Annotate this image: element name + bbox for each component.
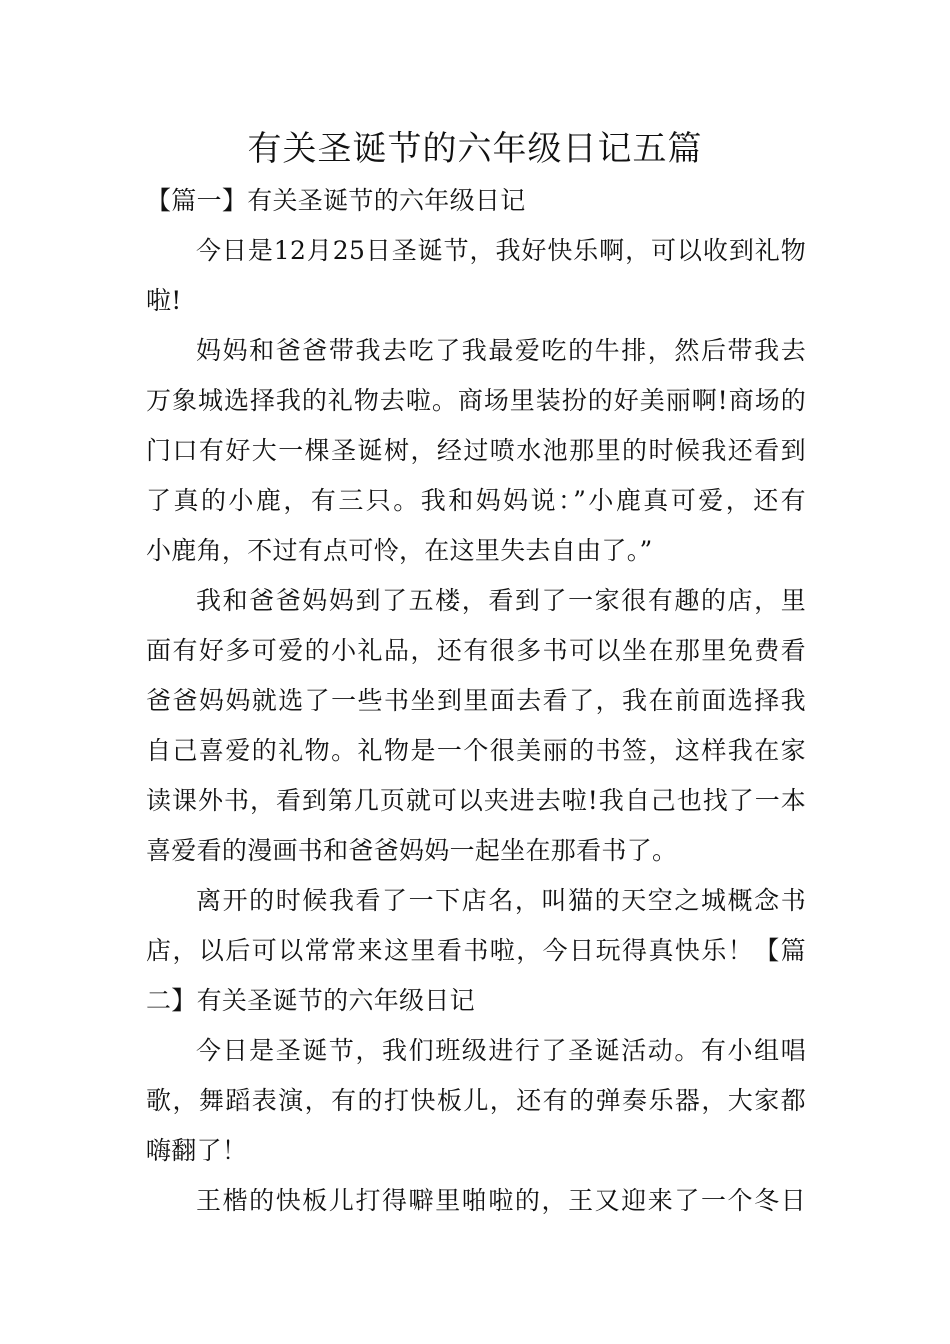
paragraph-line: 今日是12月25日圣诞节，我好快乐啊，可以收到礼物	[196, 236, 806, 265]
paragraph-line: 嗨翻了！	[146, 1136, 248, 1165]
document-title: 有关圣诞节的六年级日记五篇	[247, 129, 703, 169]
section-heading-1: 【篇一】有关圣诞节的六年级日记	[146, 186, 526, 215]
paragraph-line: 今日是圣诞节，我们班级进行了圣诞活动。有小组唱	[196, 1036, 806, 1065]
paragraph-line: 店，以后可以常常来这里看书啦，今日玩得真快乐！【篇	[146, 936, 806, 965]
paragraph-line: 面有好多可爱的小礼品，还有很多书可以坐在那里免费看	[146, 636, 806, 665]
paragraph-line: 王楷的快板儿打得噼里啪啦的，王又迎来了一个冬日	[196, 1186, 806, 1215]
paragraph-line: 爸爸妈妈就选了一些书坐到里面去看了，我在前面选择我	[146, 686, 806, 715]
paragraph-line: 我和爸爸妈妈到了五楼，看到了一家很有趣的店，里	[196, 586, 806, 615]
paragraph-line: 万象城选择我的礼物去啦。商场里装扮的好美丽啊!商场的	[146, 386, 806, 415]
paragraph-line: 歌，舞蹈表演，有的打快板儿，还有的弹奏乐器，大家都	[146, 1086, 806, 1115]
paragraph-line: 离开的时候我看了一下店名，叫猫的天空之城概念书	[196, 886, 806, 915]
paragraph-line: 了真的小鹿，有三只。我和妈妈说：”小鹿真可爱，还有	[146, 486, 806, 515]
section-heading-2: 二】有关圣诞节的六年级日记	[146, 986, 475, 1015]
paragraph-line: 自己喜爱的礼物。礼物是一个很美丽的书签，这样我在家	[146, 736, 806, 765]
paragraph-line: 喜爱看的漫画书和爸爸妈妈一起坐在那看书了。	[146, 836, 678, 865]
paragraph-line: 门口有好大一棵圣诞树，经过喷水池那里的时候我还看到	[146, 436, 806, 465]
paragraph-line: 妈妈和爸爸带我去吃了我最爱吃的牛排，然后带我去	[196, 336, 806, 365]
paragraph-line: 啦!	[146, 286, 182, 315]
paragraph-line: 读课外书，看到第几页就可以夹进去啦!我自己也找了一本	[146, 786, 806, 815]
paragraph-line: 小鹿角，不过有点可怜，在这里失去自由了。”	[146, 536, 653, 565]
